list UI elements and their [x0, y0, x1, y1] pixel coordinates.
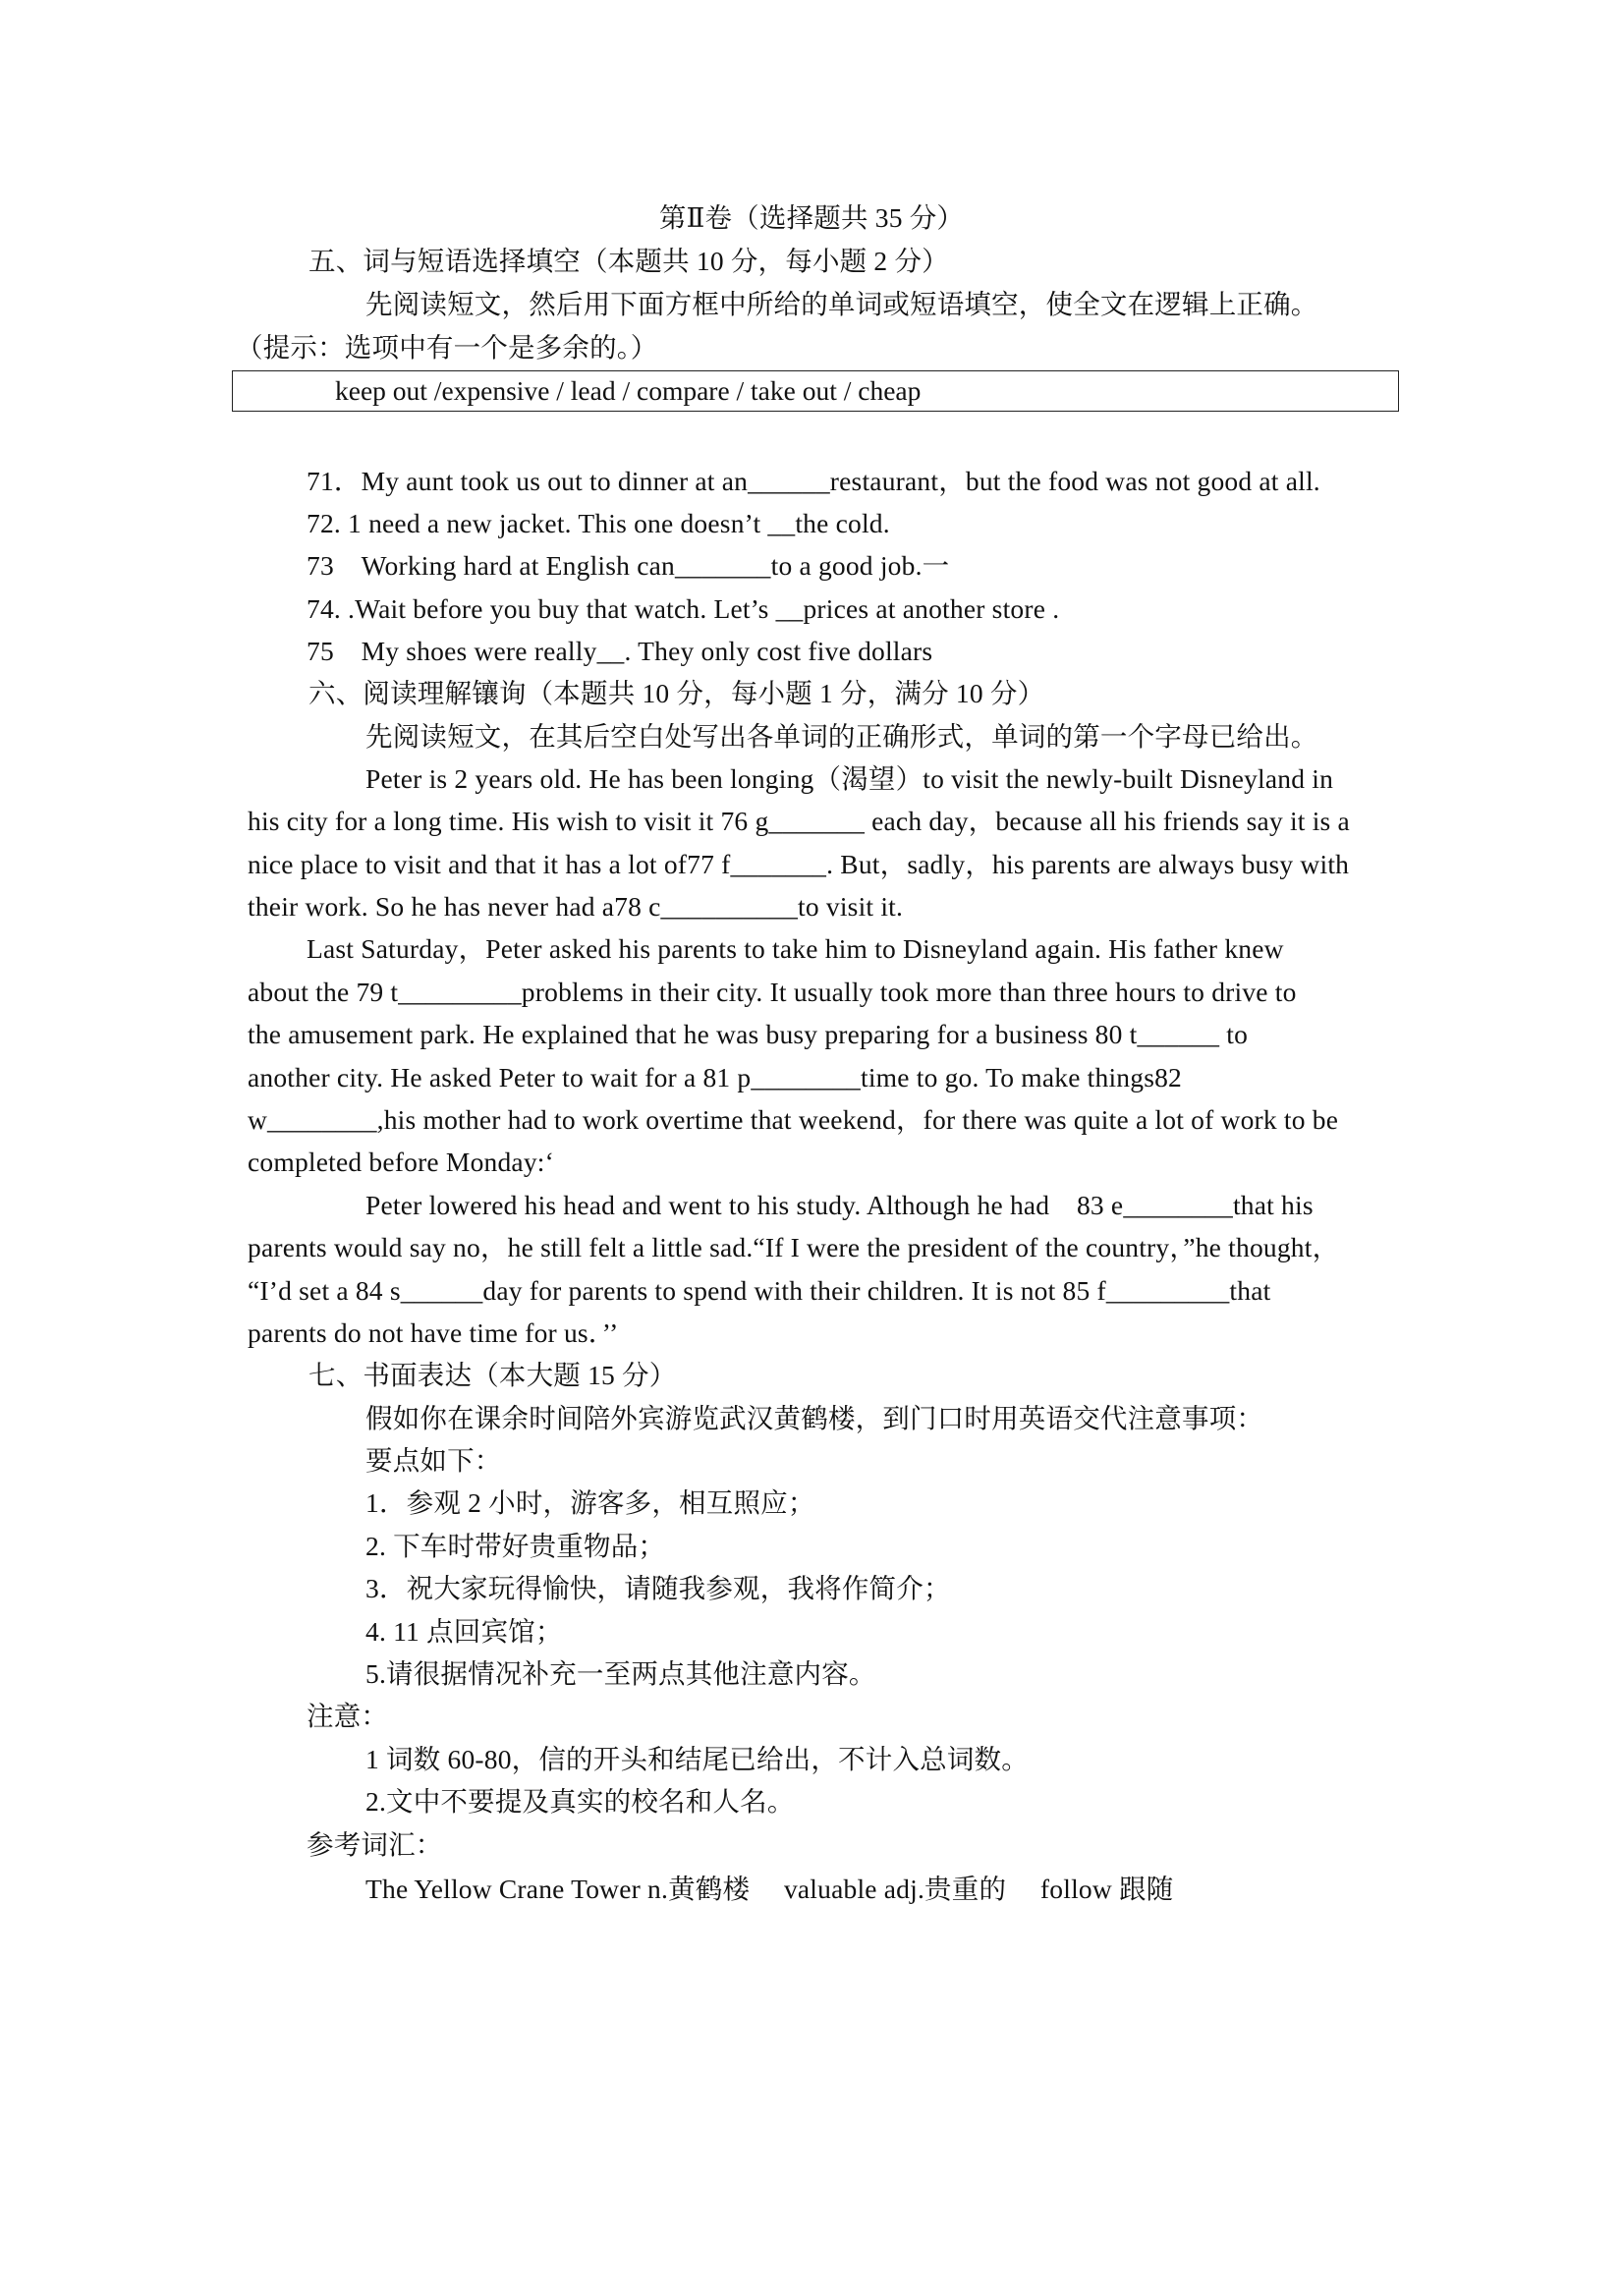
question-71: 71．My aunt took us out to dinner at an______restaurant，but the food was not good at all. — [307, 466, 1320, 496]
passage-line: parents would say no，he still felt a little sad.“If I were the president of the country，”he thought， — [248, 1232, 1340, 1262]
point-item: 3．祝大家玩得愉快，请随我参观，我将作简介； — [365, 1573, 951, 1603]
part7-vocab: The Yellow Crane Tower n.黄鹤楼 valuable adj.贵重的 follow 跟随 — [365, 1874, 1174, 1904]
question-75: 75 My shoes were really__. They only cost five dollars — [307, 636, 933, 666]
passage-line: Peter lowered his head and went to his study. Although he had 83 e________that his — [365, 1190, 1314, 1220]
part6-instruction: 先阅读短文，在其后空白处写出各单词的正确形式，单词的第一个字母已给出。 — [365, 721, 1318, 752]
passage-line: parents do not have time for us．’’ — [248, 1317, 619, 1348]
point-item: 5.请很据情况补充一至两点其他注意内容。 — [365, 1658, 876, 1689]
passage-line: Peter is 2 years old. He has been longing（渴望）to visit the newly-built Disneyland in — [365, 763, 1334, 794]
passage-line: his city for a long time. His wish to visit it 76 g_______ each day，because all his friends say it is a — [248, 806, 1350, 836]
point-item: 1．参观 2 小时，游客多，相互照应； — [365, 1487, 815, 1518]
passage-line: the amusement park. He explained that he was busy preparing for a business 80 t______ to — [248, 1019, 1249, 1049]
question-74: 74. .Wait before you buy that watch. Let’s __prices at another store . — [307, 593, 1060, 624]
part5-instruction: 先阅读短文，然后用下面方框中所给的单词或短语填空，使全文在逻辑上正确。 — [365, 289, 1318, 319]
part7-vocab-label: 参考词汇： — [307, 1829, 443, 1860]
passage-line: nice place to visit and that it has a lot of77 f_______. But，sadly，his parents are always busy with — [248, 849, 1350, 879]
passage-line: about the 79 t_________problems in their city. It usually took more than three hours to drive to — [248, 977, 1297, 1007]
question-72: 72. 1 need a new jacket. This one doesn’t __the cold. — [307, 508, 890, 538]
passage-line: Last Saturday，Peter asked his parents to take him to Disneyland again. His father knew — [307, 933, 1284, 964]
part5-title: 五、词与短语选择填空（本题共 10 分，每小题 2 分） — [308, 246, 949, 276]
passage-line: “I’d set a 84 s______day for parents to spend with their children. It is not 85 f_________that — [248, 1275, 1271, 1306]
note-item: 1 词数 60-80，信的开头和结尾已给出，不计入总词数。 — [365, 1744, 1029, 1774]
passage-line: w________,his mother had to work overtime that weekend，for there was quite a lot of work to be — [248, 1104, 1339, 1135]
part7-title: 七、书面表达（本大题 15 分） — [308, 1360, 677, 1390]
passage-line: completed before Monday:‘ — [248, 1147, 554, 1177]
note-item: 2.文中不要提及真实的校名和人名。 — [365, 1786, 795, 1817]
section-header: 第Ⅱ卷（选择题共 35 分） — [658, 202, 965, 233]
passage-line: another city. He asked Peter to wait for a 81 p________time to go. To make things82 — [248, 1062, 1183, 1092]
part7-notes-label: 注意： — [307, 1701, 389, 1731]
word-bank-text: keep out /expensive / lead / compare / take out / cheap — [335, 375, 922, 406]
part5-hint: （提示：选项中有一个是多余的。） — [236, 332, 658, 363]
point-item: 4. 11 点回宾馆； — [365, 1616, 563, 1647]
question-73: 73 Working hard at English can_______to a good job.一 — [307, 550, 950, 581]
part6-title: 六、阅读理解镶询（本题共 10 分，每小题 1 分，满分 10 分） — [308, 678, 1045, 708]
point-item: 2. 下车时带好贵重物品； — [365, 1531, 666, 1561]
part7-task: 假如你在课余时间陪外宾游览武汉黄鹤楼，到门口时用英语交代注意事项： — [365, 1403, 1264, 1433]
word-bank-box — [232, 370, 1399, 412]
part7-points-label: 要点如下： — [365, 1445, 502, 1476]
passage-line: their work. So he has never had a78 c__________to visit it. — [248, 891, 904, 922]
